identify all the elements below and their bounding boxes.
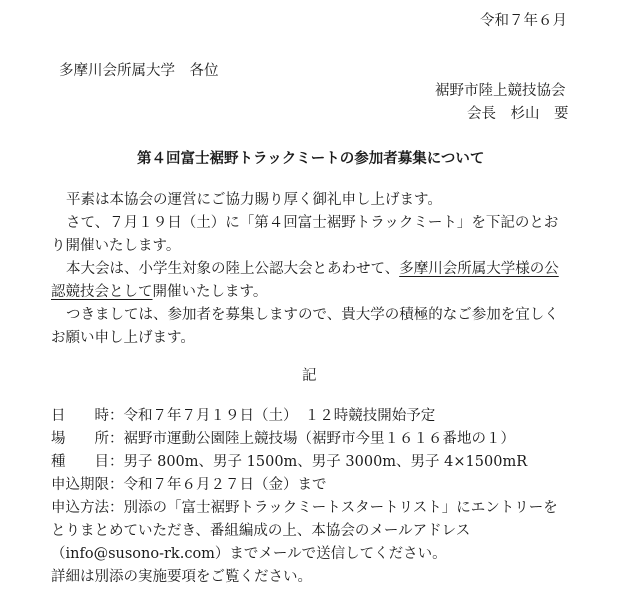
detail-method-line-3: （info@susono-rk.com）までメールで送信してください。 — [51, 546, 447, 562]
body-paragraph-3-line-1 — [66, 259, 559, 279]
body-paragraph-1: 平素は本協会の運営にご協力賜り厚く御礼申し上げます。 — [66, 192, 442, 208]
body-paragraph-4-line-1: つきましては、参加者を募集しますので、貴大学の積極的なご参加を宜しく — [66, 307, 559, 323]
detail-deadline: 申込期限：令和７年６月２７日（金）まで — [51, 477, 327, 493]
issue-date: 令和７年６月 — [480, 13, 567, 29]
document-title: 第４回富士裾野トラックミートの参加者募集について — [137, 150, 485, 167]
recipient-line: 多摩川会所属大学 各位 — [59, 63, 219, 79]
body-paragraph-3-text-end: 開催いたします。 — [152, 284, 268, 300]
ki-heading: 記 — [302, 368, 317, 384]
detail-method-line-2: とりまとめていただき、番組編成の上、本協会のメールアドレス — [51, 523, 471, 539]
detail-footer-note: 詳細は別添の実施要項をご覧ください。 — [51, 569, 312, 585]
body-paragraph-2-line-1: さて、７月１９日（土）に「第４回富士裾野トラックミート」を下記のとお — [66, 215, 559, 231]
body-paragraph-2-line-2: り開催いたします。 — [51, 238, 181, 254]
detail-venue: 場 所：裾野市運動公園陸上競技場（裾野市今里１６１６番地の１） — [51, 431, 515, 447]
detail-events: 種 目：男子 800m、男子 1500m、男子 3000m、男子 4×1500mR — [51, 454, 528, 470]
body-paragraph-4-line-2: お願い申し上げます。 — [51, 330, 195, 346]
underlined-phrase-continued: 認競技会として — [51, 284, 153, 300]
underlined-phrase: 多摩川会所属大学様の公 — [399, 261, 559, 277]
body-paragraph-3-text: 本大会は、小学生対象の陸上公認大会とあわせて、 — [66, 261, 400, 277]
detail-method-line-1: 申込方法：別添の「富士裾野トラックミートスタートリスト」にエントリーを — [51, 500, 558, 516]
sender-organization: 裾野市陸上競技協会 — [435, 83, 566, 99]
body-paragraph-3-line-2 — [51, 282, 267, 302]
detail-datetime: 日 時：令和７年７月１９日（土） １２時競技開始予定 — [51, 408, 436, 424]
sender-person: 会長 杉山 要 — [467, 106, 569, 122]
